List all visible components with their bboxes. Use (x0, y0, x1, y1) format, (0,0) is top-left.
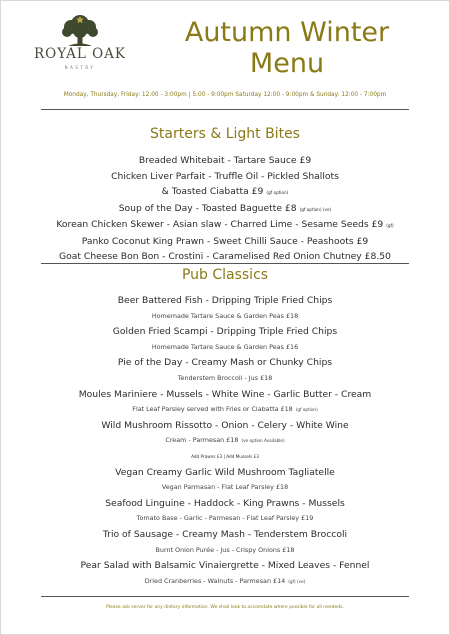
pub-classics-list (1, 293, 449, 589)
menu-line-text: Burnt Onion Purée - Jus - Crispy Onions £18 (155, 545, 295, 554)
menu-line-text: Homemade Tartare Sauce & Garden Peas £16 (151, 342, 299, 351)
menu-line (1, 480, 449, 496)
starters-heading: Starters & Light Bites (150, 126, 300, 142)
menu-line (1, 234, 449, 250)
menu-line (1, 418, 449, 434)
menu-line (1, 402, 449, 418)
menu-line (1, 527, 449, 543)
menu-line-text: Trio of Sausage - Creamy Mash - Tenderstem Broccoli (102, 528, 348, 540)
menu-line-text: Wild Mushroom Rissotto - Onion - Celery - White Wine (101, 419, 349, 431)
menu-line (1, 293, 449, 309)
divider-middle (41, 263, 409, 264)
menu-title (151, 17, 423, 79)
menu-line-text: Pear Salad with Balsamic Vinaiergrette - Mixed Leaves - Fennel (80, 560, 370, 572)
menu-line-text: Chicken Liver Parfait - Truffle Oil - Pickled Shallots (111, 170, 339, 182)
menu-line-text: Soup of the Day - Toasted Baguette £8 (118, 202, 297, 214)
menu-line-text: Panko Coconut King Prawn - Sweet Chilli Sauce - Peashoots £9 (81, 235, 369, 247)
menu-line (1, 574, 449, 590)
menu-line (1, 465, 449, 481)
menu-line (1, 340, 449, 356)
menu-line (1, 558, 449, 574)
dietary-note: (gf option) (266, 190, 289, 195)
menu-line-text: Goat Cheese Bon Bon - Crostini - Caramelised Red Onion Chutney £8.50 (59, 251, 391, 262)
menu-line (1, 511, 449, 527)
menu-line (1, 387, 449, 403)
menu-line-text: Seafood Linguine - Haddock - King Prawns - Mussels (105, 497, 345, 509)
menu-line (1, 496, 449, 512)
menu-line-text: Homemade Tartare Sauce & Garden Peas £18 (151, 311, 299, 320)
menu-line (1, 201, 449, 218)
dietary-note: (ve option Available) (241, 438, 285, 444)
menu-line-text: Cream - Parmesan £18 (165, 436, 239, 445)
divider-top (41, 109, 409, 110)
dietary-note: (gf) (386, 223, 394, 228)
opening-hours: Monday, Thursday, Friday: 12:00 - 3:00pm | 5:00 - 9:00pm Saturday 12:00 - 9:00pm & Sunday: 12:00 - 7:00pm (63, 92, 387, 98)
royal-oak-logo (33, 13, 127, 70)
menu-line (1, 309, 449, 325)
menu-line-text: Flat Leaf Parsley served with Fries or Ciabatta £18 (132, 405, 293, 414)
divider-bottom (41, 596, 409, 597)
menu-line-text: Tenderstem Broccoli - Jus £18 (177, 373, 273, 382)
starters-list (1, 153, 449, 265)
menu-line-text: Dried Cranberries - Walnuts - Parmesan £14 (144, 576, 286, 585)
menu-line-text: Golden Fried Scampi - Dripping Triple Fried Chips (112, 326, 338, 338)
menu-line-text: & Toasted Ciabatta £9 (161, 186, 264, 197)
menu-line-text: Beer Battered Fish - Dripping Triple Fried Chips (117, 295, 333, 306)
dietary-note: (gf) (ve) (288, 578, 306, 584)
menu-line (1, 153, 449, 169)
dietary-note: (gf option) (ve) (299, 206, 332, 212)
menu-line (1, 371, 449, 387)
dietary-note: (gf option) (295, 407, 318, 413)
menu-line (1, 355, 449, 371)
oak-tree-icon (58, 13, 102, 47)
pub-classics-heading: Pub Classics (181, 267, 269, 283)
menu-title-line2: Menu (249, 48, 325, 79)
menu-line-text: Add Prawns £3 | Add Mussels £3 (191, 453, 259, 459)
menu-line (1, 543, 449, 559)
brand-location: NASTRY (64, 65, 96, 70)
menu-line-text: Korean Chicken Skewer - Asian slaw - Charred Lime - Sesame Seeds £9 (56, 219, 384, 230)
menu-title-line1: Autumn Winter (184, 17, 390, 48)
menu-line (1, 449, 449, 465)
menu-line-text: Moules Mariniere - Mussels - White Wine - Garlic Butter - Cream (78, 388, 372, 400)
menu-line-text: Vegan Creamy Garlic Wild Mushroom Tagliatelle (115, 466, 335, 478)
dietary-footer: Please ask server for any dietary information. We shall look to accomdate where possible for all neededs. (106, 605, 344, 610)
menu-line (1, 217, 449, 234)
brand-name: ROYAL OAK (33, 46, 126, 62)
menu-line-text: Vegan Parmasan - Flat Leaf Parsley £18 (161, 483, 289, 492)
menu-line (1, 324, 449, 340)
menu-line-text: Tomato Base - Garlic - Parmesan - Flat Leaf Parsley £19 (136, 514, 314, 523)
menu-line (1, 169, 449, 185)
menu-line-text: Breaded Whitebait - Tartare Sauce £9 (138, 155, 312, 166)
menu-line (1, 184, 449, 201)
menu-line-text: Pie of the Day - Creamy Mash or Chunky Chips (117, 357, 333, 369)
menu-line (1, 433, 449, 449)
